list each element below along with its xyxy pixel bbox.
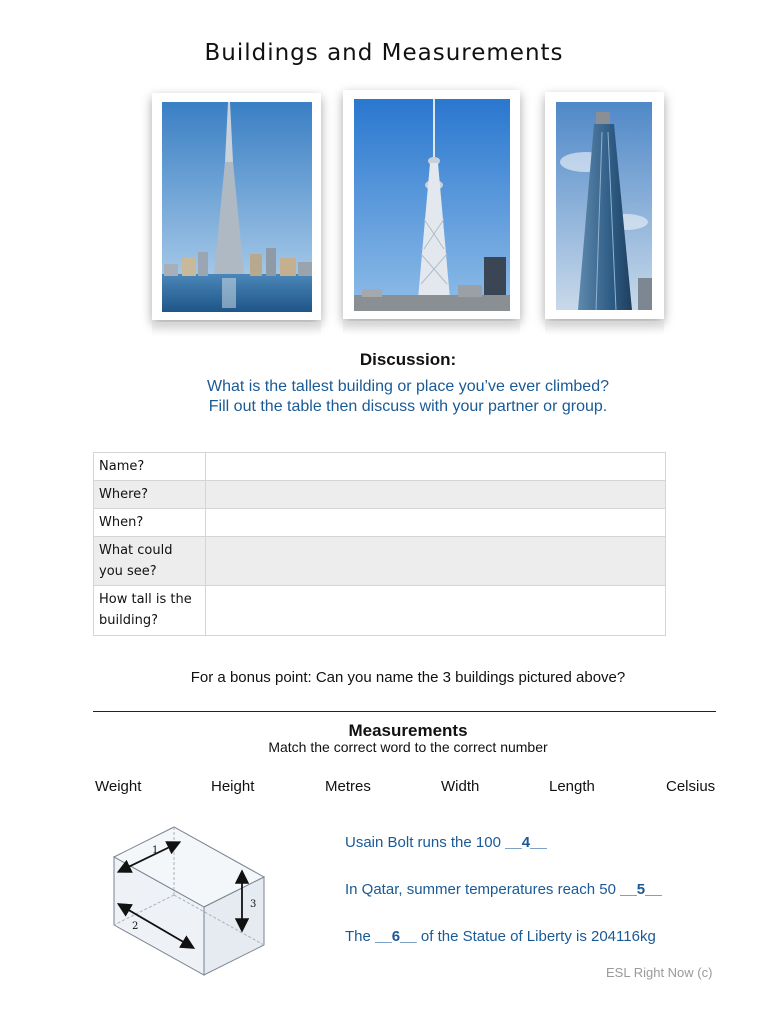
sentence-text: The	[345, 928, 376, 945]
copyright-footer: ESL Right Now (c)	[606, 965, 713, 980]
discussion-question: What is the tallest building or place you’ve ever climbed?	[207, 378, 609, 395]
cube-label-1: 1	[152, 845, 159, 856]
row-label-how-tall: How tall is the building?	[94, 586, 206, 636]
answer-cell-when[interactable]	[206, 509, 666, 537]
sentence-text: Usain Bolt runs the 100	[345, 834, 506, 851]
word-length: Length	[549, 778, 595, 795]
measurements-heading: Measurements	[348, 721, 468, 740]
sentence-5	[345, 881, 662, 898]
row-label-when: When?	[94, 509, 206, 537]
tower-photo-1	[152, 93, 321, 320]
divider-line	[93, 711, 716, 712]
measurements-instruction: Match the correct word to the correct number	[268, 739, 548, 755]
table-row	[94, 481, 666, 509]
blank-4: __4__	[505, 834, 547, 851]
row-label-name: Name?	[94, 453, 206, 481]
row-label-where: Where?	[94, 481, 206, 509]
bonus-question: For a bonus point: Can you name the 3 buildings pictured above?	[190, 669, 626, 686]
sentence-text: In Qatar, summer temperatures reach 50	[345, 881, 621, 898]
word-width: Width	[441, 778, 480, 795]
lattice-tower-image	[354, 99, 510, 311]
sentence-text: of the Statue of Liberty is 204116kg	[416, 928, 656, 945]
twisting-skyscraper-image	[556, 102, 652, 310]
word-height: Height	[211, 778, 255, 795]
cube-diagram	[108, 825, 268, 980]
blank-6: __6__	[375, 928, 417, 945]
cube-label-3: 3	[250, 899, 257, 910]
answer-cell-where[interactable]	[206, 481, 666, 509]
tower-photo-3	[545, 92, 664, 319]
answer-cell-what-see[interactable]	[206, 537, 666, 586]
tower-photo-2	[343, 90, 520, 319]
tall-spire-image	[162, 102, 312, 312]
discussion-heading: Discussion:	[359, 350, 457, 369]
info-table	[93, 452, 666, 636]
table-row	[94, 509, 666, 537]
cube-label-2: 2	[132, 921, 139, 932]
sentence-6	[345, 928, 656, 945]
word-weight: Weight	[95, 778, 142, 795]
discussion-instruction: Fill out the table then discuss with your partner or group.	[208, 398, 608, 415]
answer-cell-name[interactable]	[206, 453, 666, 481]
sentence-4	[345, 834, 547, 851]
table-row	[94, 537, 666, 586]
table-row	[94, 586, 666, 636]
row-label-what-see: What could you see?	[94, 537, 206, 586]
page-title: Buildings and Measurements	[204, 40, 564, 66]
answer-cell-how-tall[interactable]	[206, 586, 666, 636]
blank-5: __5__	[620, 881, 662, 898]
word-celsius: Celsius	[666, 778, 716, 795]
word-metres: Metres	[325, 778, 371, 795]
table-row	[94, 453, 666, 481]
